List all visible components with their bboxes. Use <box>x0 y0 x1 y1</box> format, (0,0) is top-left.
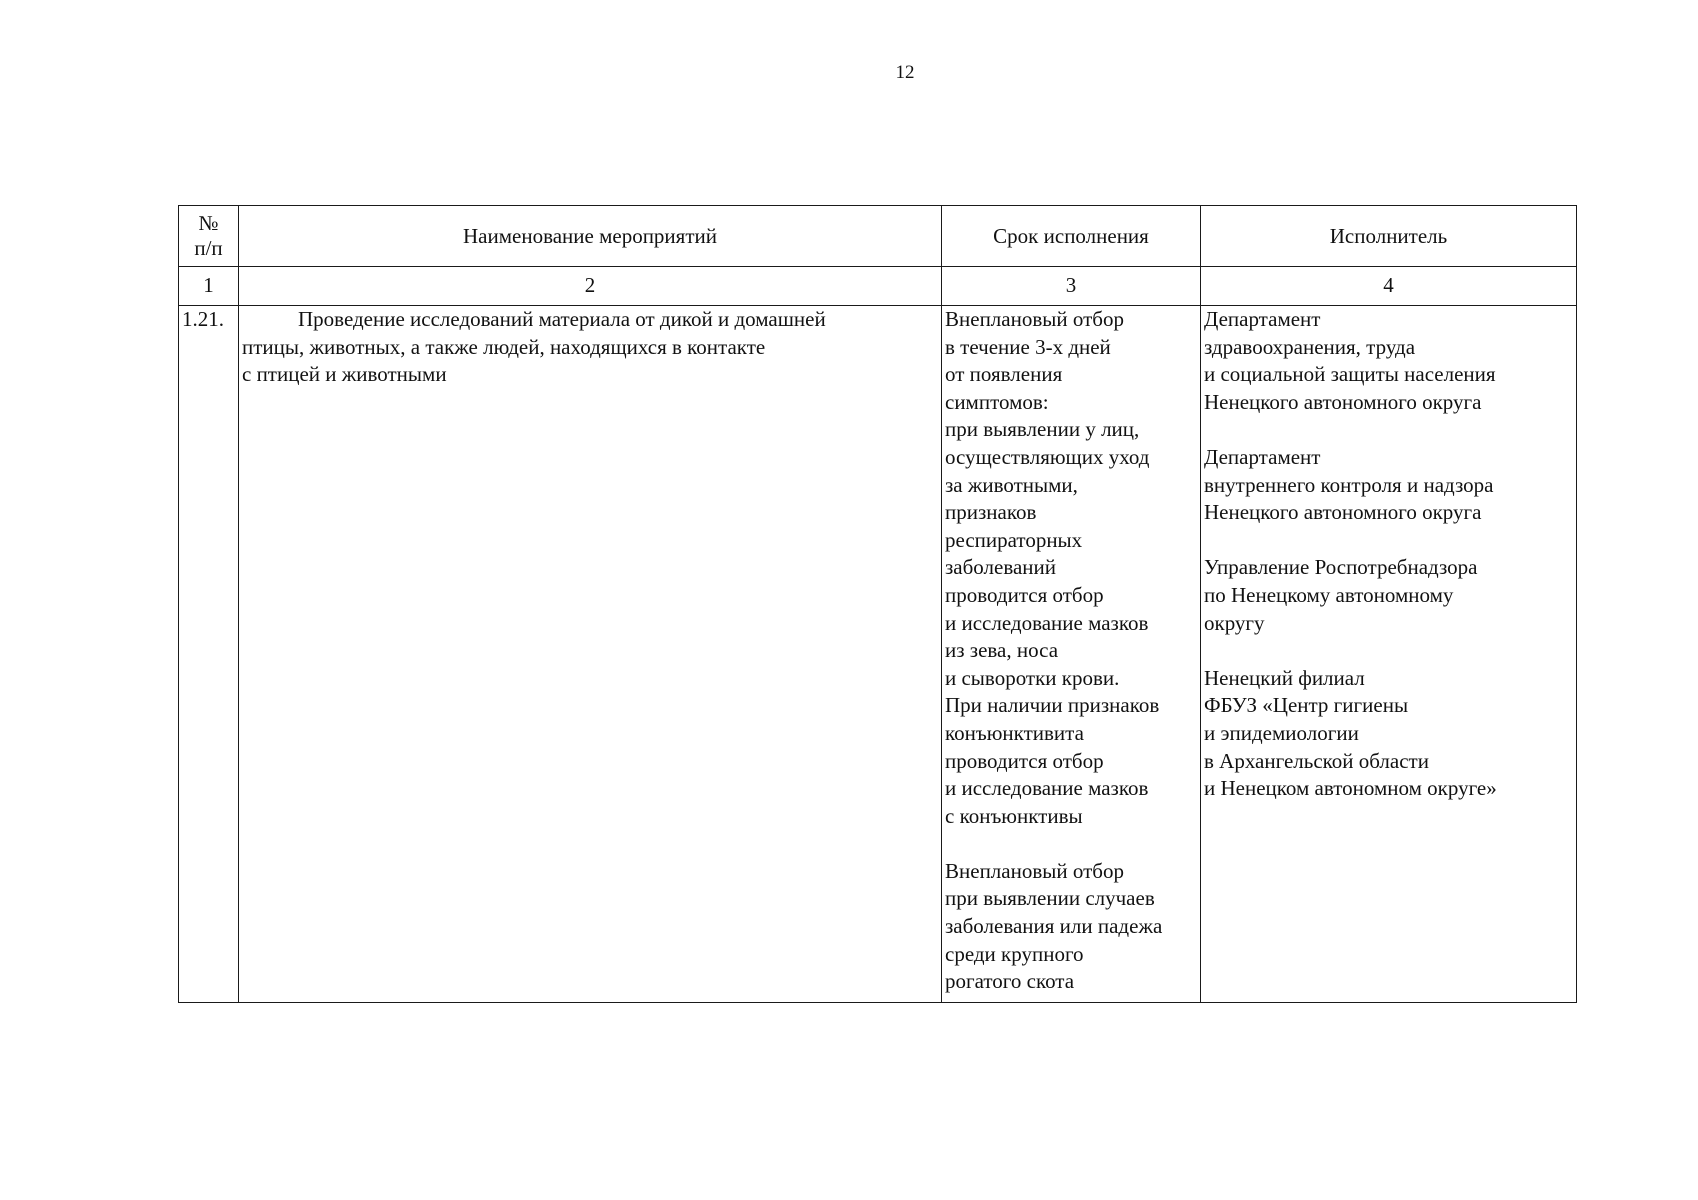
deadline-block-2-line: Внеплановый отбор <box>945 858 1124 883</box>
deadline-block-2-line: при выявлении случаев <box>945 886 1155 911</box>
executor-1-line: здравоохранения, труда <box>1204 334 1416 359</box>
column-number-1: 1 <box>179 267 239 306</box>
executor-3-line: Управление Роспотребнадзора <box>1204 555 1478 580</box>
deadline-cell <box>942 306 1201 1003</box>
deadline-block-1-line: и исследование мазков <box>945 776 1149 801</box>
executor-1-line: Ненецкого автономного округа <box>1204 389 1482 414</box>
executor-1 <box>1204 306 1573 416</box>
executor-2-line: Департамент <box>1204 444 1321 469</box>
deadline-block-1-line: симптомов: <box>945 389 1049 414</box>
deadline-block-1-line: от появления <box>945 362 1063 387</box>
deadline-block-1-line: проводится отбор <box>945 582 1104 607</box>
executor-4-line: ФБУЗ «Центр гигиены <box>1204 693 1409 718</box>
header-num: № п/п <box>179 206 239 267</box>
executor-4-line: и эпидемиологии <box>1204 720 1359 745</box>
table-header-row <box>179 206 1577 267</box>
executor-2 <box>1204 444 1573 527</box>
table-row <box>179 306 1577 1003</box>
measure-name-line: с птицей и животными <box>242 362 447 387</box>
executor-4-line: Ненецкий филиал <box>1204 665 1365 690</box>
deadline-block-2-line: рогатого скота <box>945 969 1075 994</box>
deadline-block-1-line: Внеплановый отбор <box>945 307 1124 331</box>
executor-4-line: и Ненецком автономном округе» <box>1204 776 1497 801</box>
deadline-block-1-line: из зева, носа <box>945 638 1059 663</box>
measure-name-cell <box>239 306 942 1003</box>
deadline-block-1-line: заболеваний <box>945 555 1056 580</box>
deadline-block-2-line: заболевания или падежа <box>945 914 1163 939</box>
column-number-3: 3 <box>942 267 1201 306</box>
executor-2-line: внутреннего контроля и надзора <box>1204 472 1494 497</box>
executor-1-line: и социальной защиты населения <box>1204 362 1496 387</box>
deadline-block-1 <box>945 306 1197 830</box>
deadline-block-1-line: При наличии признаков <box>945 693 1160 718</box>
header-executor: Исполнитель <box>1201 206 1577 267</box>
column-number-2: 2 <box>239 267 942 306</box>
deadline-block-1-line: конъюнктивита <box>945 720 1084 745</box>
executor-1-line: Департамент <box>1204 307 1321 331</box>
executor-2-line: Ненецкого автономного округа <box>1204 500 1482 525</box>
deadline-block-2-line: среди крупного <box>945 941 1084 966</box>
executor-3-line: округу <box>1204 610 1265 635</box>
measure-name-line: птицы, животных, а также людей, находящихся в контакте <box>242 334 766 359</box>
row-number: 1.21. <box>179 306 239 1003</box>
deadline-block-1-line: осуществляющих уход <box>945 444 1150 469</box>
executor-4-line: в Архангельской области <box>1204 748 1429 773</box>
header-deadline: Срок исполнения <box>942 206 1201 267</box>
deadline-block-2 <box>945 858 1197 996</box>
deadline-block-1-line: в течение 3-х дней <box>945 334 1111 359</box>
deadline-block-1-line: признаков <box>945 500 1037 525</box>
header-name: Наименование мероприятий <box>239 206 942 267</box>
deadline-block-1-line: и сыворотки крови. <box>945 665 1120 690</box>
executor-cell <box>1201 306 1577 1003</box>
deadline-block-1-line: за животными, <box>945 472 1078 497</box>
measure-name-line: Проведение исследований материала от дикой и домашней <box>298 307 826 331</box>
deadline-block-1-line: и исследование мазков <box>945 610 1149 635</box>
executor-3-line: по Ненецкому автономному <box>1204 582 1454 607</box>
column-number-row <box>179 267 1577 306</box>
executor-4 <box>1204 665 1573 803</box>
page-number: 12 <box>895 62 915 83</box>
deadline-block-1-line: при выявлении у лиц, <box>945 417 1140 442</box>
measures-table <box>178 205 1577 1003</box>
deadline-block-1-line: проводится отбор <box>945 748 1104 773</box>
column-number-4: 4 <box>1201 267 1577 306</box>
deadline-block-1-line: респираторных <box>945 527 1083 552</box>
executor-3 <box>1204 554 1573 637</box>
deadline-block-1-line: с конъюнктивы <box>945 803 1083 828</box>
